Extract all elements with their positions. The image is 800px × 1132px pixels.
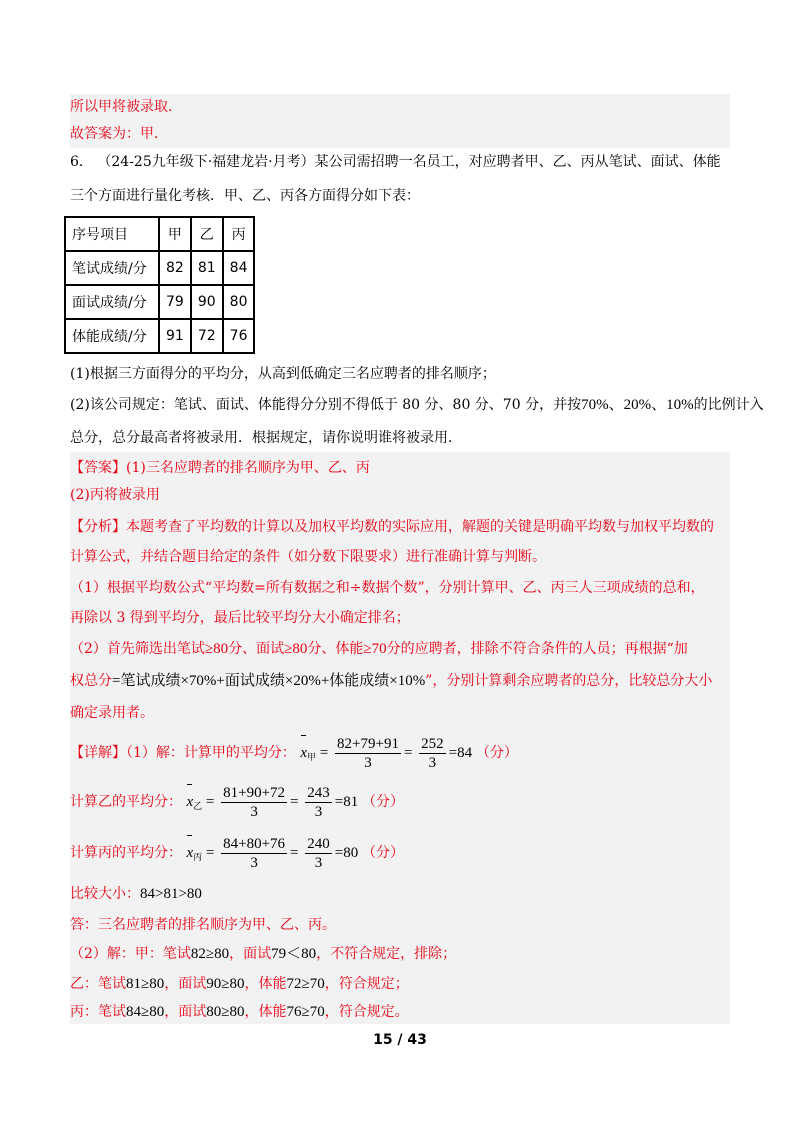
result: =80: [334, 845, 359, 861]
table-cell: 面试成绩/分: [65, 285, 159, 319]
x-bar-symbol: x: [186, 833, 193, 873]
detail-text: ，符合规定。: [324, 1004, 409, 1020]
table-cell: 91: [159, 319, 191, 353]
question-stem-2: 三个方面进行量化考核．甲、乙、丙各方面得分如下表：: [70, 188, 420, 204]
unit-label: （分）: [361, 845, 404, 861]
table-cell: 笔试成绩/分: [65, 251, 159, 285]
analysis-text: 分、体能: [307, 641, 364, 657]
analysis-text: ”，分别计算剩余应聘者的总分，比较总分大小: [425, 673, 713, 689]
x-bar-symbol: x: [300, 733, 307, 773]
detail-line-6: [70, 943, 456, 965]
unit-label: （分）: [361, 794, 404, 810]
question-number: 6．: [70, 154, 93, 170]
table-row: [65, 285, 254, 319]
detail-text: 乙：笔试: [70, 976, 126, 992]
table-cell: 体能成绩/分: [65, 319, 159, 353]
question-part-1: (1)根据三方面得分的平均分，从高到低确定三名应聘者的排名顺序；: [70, 366, 496, 382]
detail-text: ，符合规定；: [324, 976, 409, 992]
table-cell: 84: [223, 251, 255, 285]
unit-label: （分）: [475, 745, 518, 761]
analysis-line-4: 再除以 3 得到平均分，最后比较平均分大小确定排名；: [70, 610, 410, 626]
fraction: [305, 784, 332, 821]
table-row: [65, 319, 254, 353]
analysis-text-1: 本题考查了平均数的计算以及加权平均数的实际应用，解题的关键是明确平均数与加权平均数的: [126, 519, 714, 535]
detail-math: 84≥80: [126, 1004, 165, 1020]
analysis-line-1: [70, 516, 714, 538]
detail-text: 计算丙的平均分：: [70, 845, 182, 861]
detail-line-5: 答：三名应聘者的排名顺序为甲、乙、丙。: [70, 917, 336, 933]
mean-formula-yi: $x_乙$ = $\frac{81+90+72}{3}$ = $\frac{243}{3}$ =81: [186, 794, 362, 810]
numerator: 243: [307, 785, 330, 802]
detail-text: 比较大小：: [70, 886, 140, 902]
comparison-math: 84>81>80: [140, 886, 202, 902]
analysis-line-6: [70, 670, 712, 692]
analysis-line-3: （1）根据平均数公式“平均数=所有数据之和÷数据个数”，分别计算甲、乙、丙三人三项成绩的总和，: [70, 580, 705, 596]
table-cell: 82: [159, 251, 191, 285]
denominator: 3: [364, 755, 372, 772]
table-cell: 76: [223, 319, 255, 353]
detail-text: ，体能: [244, 1004, 287, 1020]
question-stem-1: 某公司需招聘一名员工，对应聘者甲、乙、丙从笔试、面试、体能: [314, 154, 721, 170]
table-header-cell: 甲: [159, 217, 191, 251]
detail-line-4: [70, 883, 202, 905]
prev-solution-line-2: 故答案为：甲．: [70, 126, 168, 142]
detail-text: ，面试: [229, 946, 272, 962]
detail-text: （1）解：计算甲的平均分：: [126, 745, 296, 761]
question-part-2b: 的比例计入: [693, 397, 764, 413]
analysis-math: ≥80: [204, 641, 229, 657]
detail-line-2: [70, 782, 404, 826]
detail-line-8: [70, 1001, 409, 1023]
table-header-cell: 乙: [191, 217, 223, 251]
prev-solution-line-1: 所以甲将被录取．: [70, 99, 182, 115]
mean-formula-jia: $x_甲$ = $\frac{82+79+91}{3}$ = $\frac{252}{3}$ =84: [300, 745, 476, 761]
answer-part-1: (1)三名应聘者的排名顺序为甲、乙、丙: [126, 460, 370, 476]
subscript: 丙: [193, 852, 203, 862]
numerator: 82+79+91: [337, 736, 399, 753]
question-part-2a: (2)该公司规定：笔试、面试、体能得分分别不得低于 80 分、80 分、70 分，并按: [70, 397, 582, 413]
table-cell: 79: [159, 285, 191, 319]
question-line-1: [70, 151, 721, 173]
result: =81: [334, 794, 359, 810]
analysis-line-5: [70, 638, 688, 660]
question-part-2-ratio: 70%、20%、10%: [581, 397, 694, 413]
detail-text: 计算乙的平均分：: [70, 794, 182, 810]
detail-math: 79＜80: [271, 946, 317, 962]
table-cell: 72: [191, 319, 223, 353]
fraction: [221, 784, 287, 821]
denominator: 3: [250, 855, 258, 872]
analysis-math: ≥80: [284, 641, 308, 657]
denominator: 3: [250, 804, 258, 821]
detail-text: ，不符合规定，排除；: [316, 946, 457, 962]
mean-formula-bing: $x_丙$ = $\frac{84+80+76}{3}$ = $\frac{240}{3}$ =80: [186, 845, 362, 861]
detail-text: ，面试: [164, 976, 207, 992]
analysis-text: 分的应聘者，排除不符合条件的人员；再根据“加: [386, 641, 688, 657]
table-cell: 90: [191, 285, 223, 319]
detail-text: 丙：笔试: [70, 1004, 126, 1020]
score-table: [64, 216, 255, 354]
numerator: 81+90+72: [223, 785, 286, 802]
result: =84: [448, 745, 473, 761]
table-cell: 80: [223, 285, 255, 319]
numerator: 240: [307, 836, 330, 853]
fraction: [335, 735, 401, 772]
question-part-2-line-2: 总分，总分最高者将被录用．根据规定，请你说明谁将被录用．: [70, 430, 462, 446]
subscript: 乙: [193, 801, 203, 811]
detail-text: ，面试: [164, 1004, 207, 1020]
subscript: 甲: [307, 752, 317, 762]
numerator: 84+80+76: [223, 836, 286, 853]
fraction: [221, 835, 287, 872]
analysis-line-2: 计算公式，并结合题目给定的条件（如分数下限要求）进行准确计算与判断。: [70, 549, 546, 565]
denominator: 3: [428, 755, 437, 772]
table-header-cell: 丙: [223, 217, 255, 251]
analysis-text: 分、面试: [228, 641, 285, 657]
answer-line-1: [70, 457, 370, 479]
analysis-line-7: 确定录用者。: [70, 705, 154, 721]
analysis-formula: =笔试成绩×70%+面试成绩×20%+体能成绩×10%: [112, 673, 426, 689]
denominator: 3: [314, 804, 323, 821]
page-number: 15 / 43: [373, 1032, 427, 1048]
detail-text: ，体能: [244, 976, 287, 992]
detail-label: 【详解】: [70, 745, 126, 761]
fraction: [305, 835, 332, 872]
table-cell: 81: [191, 251, 223, 285]
numerator: 252: [421, 736, 444, 753]
analysis-label: 【分析】: [70, 519, 126, 535]
denominator: 3: [314, 855, 323, 872]
detail-math: 76≥70: [286, 1004, 325, 1020]
detail-math: 72≥70: [286, 976, 325, 992]
table-row: [65, 251, 254, 285]
detail-math: 90≥80: [206, 976, 245, 992]
detail-line-1: [70, 733, 518, 777]
analysis-text: （2）首先筛选出笔试: [70, 641, 205, 657]
analysis-math: ≥70: [363, 641, 387, 657]
answer-part-2: (2)丙将被录用: [70, 487, 160, 503]
detail-math: 82≥80: [190, 946, 230, 962]
analysis-text: 权总分: [70, 673, 112, 689]
detail-math: 80≥80: [206, 1004, 245, 1020]
table-header-row: [65, 217, 254, 251]
fraction: [419, 735, 446, 772]
detail-text: （2）解：甲：笔试: [70, 946, 191, 962]
detail-math: 81≥80: [126, 976, 165, 992]
x-bar-symbol: x: [186, 782, 193, 822]
question-part-2-line-1: [70, 394, 764, 416]
table-header-cell: 序号项目: [65, 217, 159, 251]
question-source: （24-25九年级下·福建龙岩·月考）: [97, 154, 315, 170]
detail-line-7: [70, 973, 409, 995]
answer-label: 【答案】: [70, 460, 126, 476]
detail-line-3: [70, 833, 404, 877]
